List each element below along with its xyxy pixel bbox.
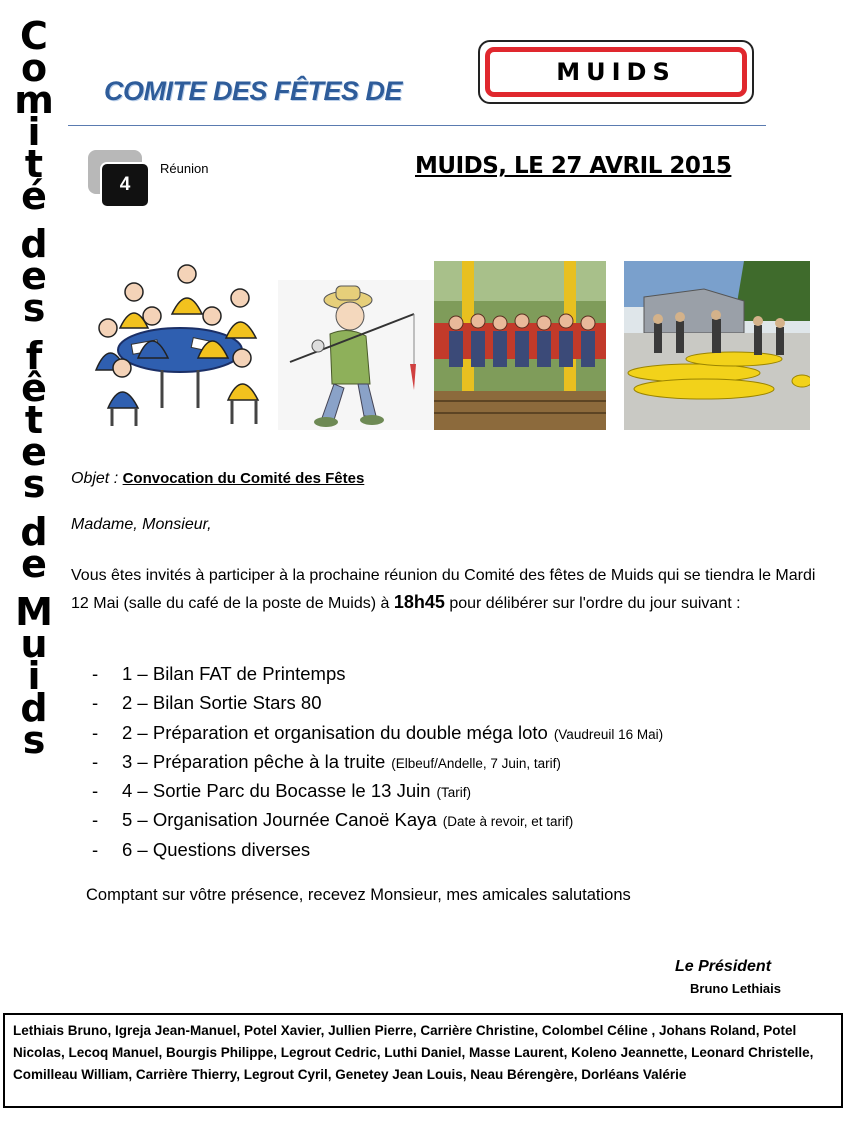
agenda-item-note: (Vaudreuil 16 Mai) (553, 726, 664, 742)
meeting-number-badge (88, 150, 158, 210)
agenda-item-note: (Tarif) (436, 785, 472, 801)
invitation-text-1: Vous êtes invités à participer à la prochaine réunion du Comité des fêtes de Muids qui se tiendra le Mardi 12 Mai (salle du café de la poste de Muids) à (71, 567, 816, 612)
agenda-item: - 2 – Bilan Sortie Stars 80 (92, 692, 322, 714)
invitation-text-2: pour délibérer sur l'ordre du jour suivant : (444, 595, 741, 612)
vertical-title-word: f ê t e s (21, 334, 47, 506)
object-label: Objet : (71, 470, 119, 487)
agenda-item-text: 2 – Préparation et organisation du double méga loto (122, 721, 548, 743)
meeting-illustration (92, 258, 268, 430)
town-sign (478, 40, 754, 104)
president-title: Le Président (675, 958, 772, 975)
vertical-title-word: d e s (20, 222, 48, 330)
agenda-item-text: 6 – Questions diverses (122, 838, 311, 860)
agenda-item-note: (Date à revoir, et tarif) (442, 814, 574, 830)
vertical-title (4, 14, 64, 1010)
fisherman-illustration (278, 280, 434, 430)
meeting-number: 4 (100, 162, 150, 208)
object-line (71, 470, 364, 488)
header-divider (68, 125, 766, 126)
town-sign-text: MUIDS (485, 47, 747, 97)
members-list: Lethiais Bruno, Igreja Jean-Manuel, Potel Xavier, Jullien Pierre, Carrière Christine, Colombel Céline , Johans Roland, Potel Nicolas, Lecoq Manuel, Bourgis Philippe, Legrout Cedric, Luthi Daniel, Masse Laurent, Koleno Jeannette, Leonard Christelle, Comilleau William, Carrière Thierry, Legrout Cyril, Genetey Jean Louis, Neau Bérengère, Dorléans Valérie (3, 1013, 843, 1108)
agenda-item: - 4 – Sortie Parc du Bocasse le 13 Juin (Tarif) (92, 780, 472, 802)
amusement-ride-photo (434, 261, 606, 430)
vertical-title-word: M u i d s (15, 590, 53, 762)
president-name: Bruno Lethiais (690, 981, 782, 996)
canoe-photo (624, 261, 810, 430)
agenda-item-text: 1 – Bilan FAT de Printemps (122, 663, 346, 684)
agenda-item-note: (Elbeuf/Andelle, 7 Juin, tarif) (391, 755, 561, 771)
agenda-item-text: 2 – Bilan Sortie Stars 80 (122, 692, 322, 714)
agenda-item: - 3 – Préparation pêche à la truite (Elbeuf/Andelle, 7 Juin, tarif) (92, 750, 561, 772)
vertical-title-word: d e (20, 510, 48, 586)
committee-label: COMITE DES FÊTES DE (104, 76, 403, 106)
agenda-list (92, 663, 663, 868)
invitation-paragraph (71, 563, 837, 617)
date-line: MUIDS, LE 27 AVRIL 2015 (415, 153, 732, 179)
agenda-item-text: 4 – Sortie Parc du Bocasse le 13 Juin (122, 780, 431, 802)
closing-line: Comptant sur vôtre présence, recevez Monsieur, mes amicales salutations (86, 886, 631, 904)
salutation: Madame, Monsieur, (71, 516, 212, 533)
meeting-time: 18h45 (393, 592, 445, 612)
object-subject: Convocation du Comité des Fêtes (122, 470, 365, 487)
agenda-item: - 6 – Questions diverses (92, 838, 311, 860)
agenda-item: - 2 – Préparation et organisation du double méga loto (Vaudreuil 16 Mai) (92, 721, 664, 743)
meeting-label: Réunion (160, 161, 209, 176)
vertical-title-word: C o m i t é (14, 14, 54, 218)
agenda-item: - 1 – Bilan FAT de Printemps (92, 663, 346, 684)
agenda-item-text: 3 – Préparation pêche à la truite (122, 750, 386, 772)
agenda-item-text: 5 – Organisation Journée Canoë Kaya (122, 809, 437, 831)
agenda-item: - 5 – Organisation Journée Canoë Kaya (Date à revoir, et tarif) (92, 809, 574, 831)
